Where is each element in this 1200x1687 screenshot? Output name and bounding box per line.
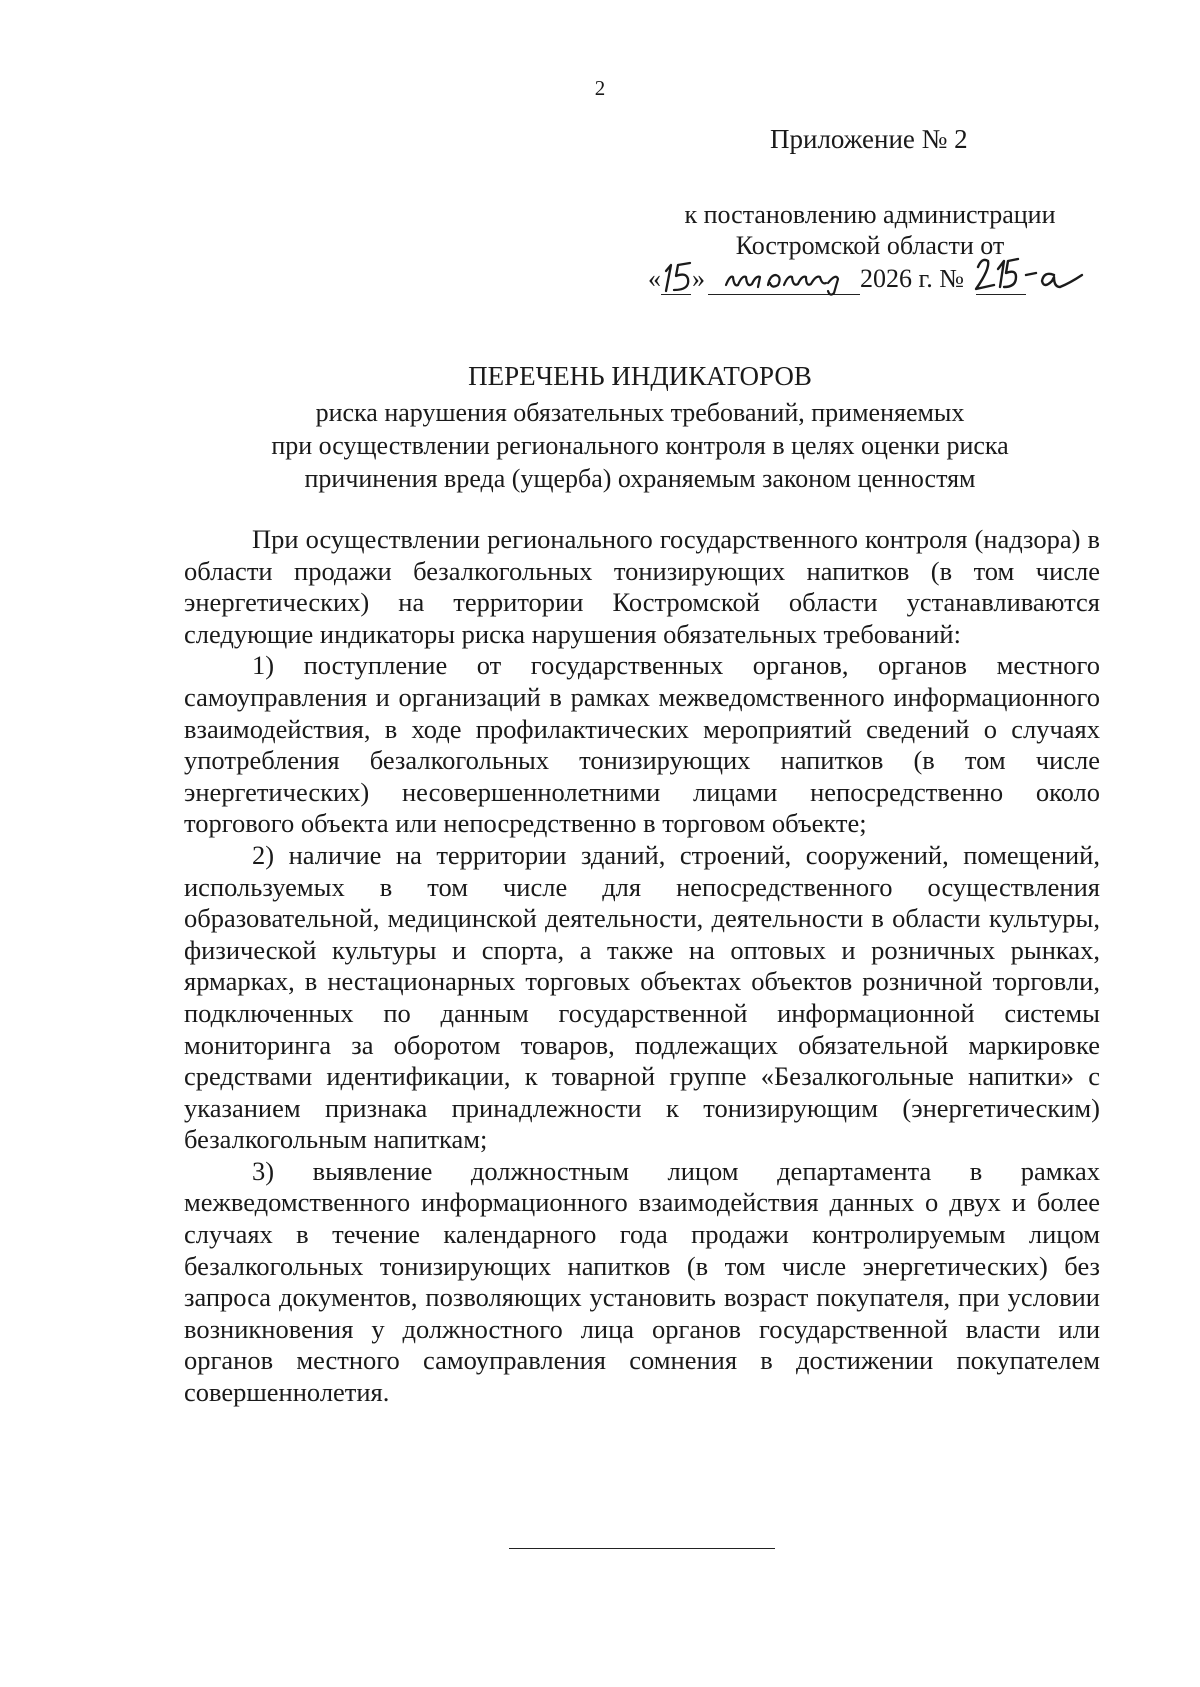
date-open-quote: « bbox=[648, 264, 661, 293]
intro-paragraph: При осуществлении регионального государственного контроля (надзора) в области продажи безалкогольных тонизирующих напитков (в том числе энергетических) на территории Костромской области устанавливаются следующие индикаторы риска нарушения обязательных требований: bbox=[184, 524, 1100, 649]
resolution-ref-line-2: Костромской области от bbox=[735, 231, 1005, 260]
date-close-quote: » bbox=[692, 264, 705, 293]
appendix-label: Приложение № 2 bbox=[770, 124, 968, 154]
end-of-document-rule bbox=[509, 1548, 775, 1549]
handwritten-doc-number bbox=[974, 249, 1094, 295]
page-number: 2 bbox=[594, 76, 606, 100]
subtitle-line-1: риска нарушения обязательных требований, применяемых bbox=[315, 398, 965, 427]
indicator-item-2: 2) наличие на территории зданий, строений, сооружений, помещений, используемых в том числе для непосредственного осуществления образовательной, медицинской деятельности, деятельности в области культуры, физической культуры и спорта, а также на оптовых и розничных рынках, ярмарках, в нестационарных торговых объектах объектов розничной торговли, подключенных по данным государственной информационной системы мониторинга за оборотом товаров, подлежащих обязательной маркировке средствами идентификации, к товарной группе «Безалкогольные напитки» с указанием признака принадлежности к тонизирующим (энергетическим) безалкогольным напиткам; bbox=[184, 839, 1100, 1155]
handwritten-day bbox=[660, 257, 696, 297]
resolution-date-line bbox=[648, 261, 1138, 301]
subtitle-line-2: при осуществлении регионального контроля в целях оценки риска bbox=[271, 431, 1009, 460]
indicator-item-1: 1) поступление от государственных органов, органов местного самоуправления и организаций в рамках межведомственного информационного взаимодействия, в ходе профилактических мероприятий сведений о случаях употребления безалкогольных тонизирующих напитков (в том числе энергетических) несовершеннолетними лицами непосредственно около торгового объекта или непосредственно в торговом объекте; bbox=[184, 650, 1100, 839]
indicator-item-3: 3) выявление должностным лицом департамента в рамках межведомственного информационного взаимодействия данных о двух и более случаях в течение календарного года продажи контролируемым лицом безалкогольных тонизирующих напитков (в том числе энергетических) без запроса документов, позволяющих установить возраст покупателя, при условии возникновения у должностного лица органов государственной власти или органов местного самоуправления сомнения в достижении покупателем совершеннолетия. bbox=[184, 1155, 1100, 1408]
document-title: ПЕРЕЧЕНЬ ИНДИКАТОРОВ bbox=[468, 361, 812, 391]
handwritten-month bbox=[722, 263, 846, 295]
subtitle-line-3: причинения вреда (ущерба) охраняемым законом ценностям bbox=[304, 464, 976, 493]
document-body bbox=[184, 524, 1100, 1409]
resolution-ref-line-1: к постановлению администрации bbox=[684, 200, 1056, 229]
document-subtitle bbox=[160, 396, 1120, 495]
date-year-and-number-sign: 2026 г. № bbox=[860, 264, 965, 293]
